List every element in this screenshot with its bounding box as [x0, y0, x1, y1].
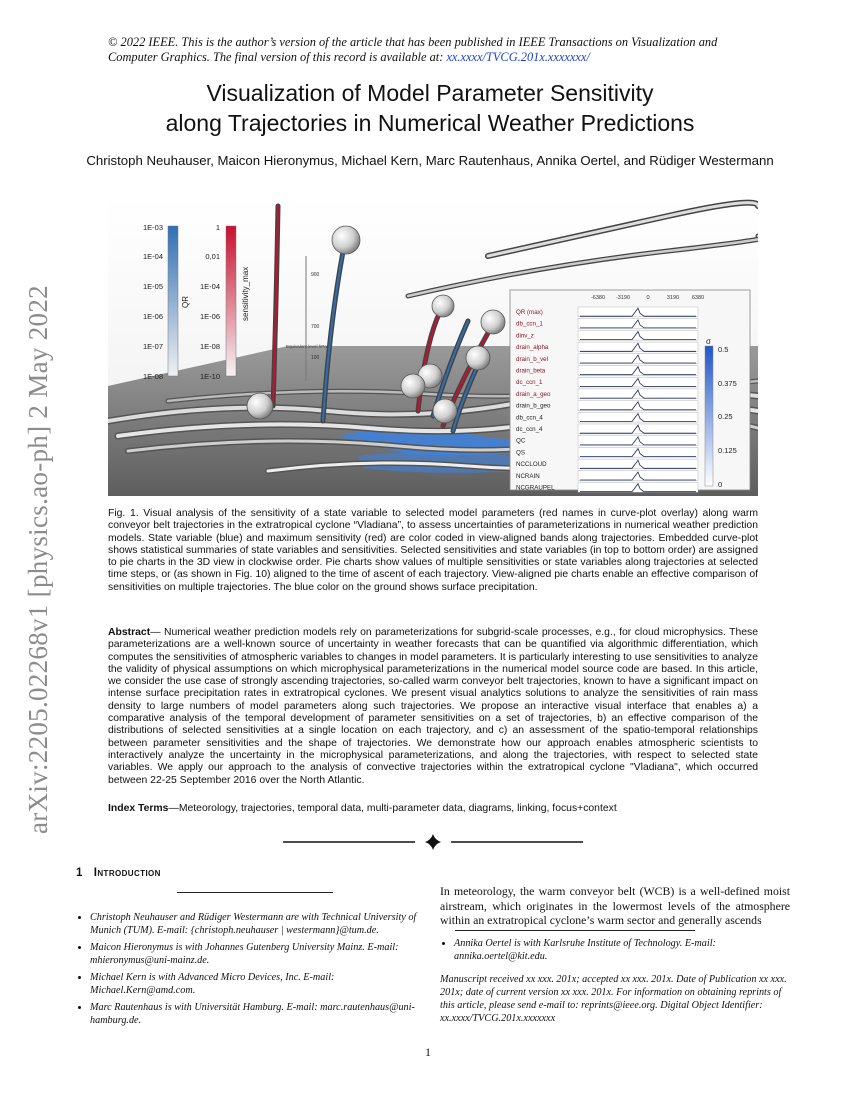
section-divider [283, 832, 583, 852]
sigma-tick: 0 [718, 480, 723, 489]
footnote-item: • Christoph Neuhauser and Rüdiger Westermann are with Technical University of Munich (TUM). E-mail: {christoph.neuhauser | westermann}@tum.de. [90, 911, 422, 937]
panel-row-label: NCRAIN [516, 472, 540, 480]
panel-row-label: QR (max) [516, 309, 543, 316]
pie-glyph[interactable] [247, 393, 273, 419]
copyright-notice [108, 35, 758, 65]
qr-tick: 1E-05 [142, 282, 163, 291]
doi-link[interactable]: xx.xxxx/TVCG.201x.xxxxxxx/ [446, 50, 590, 64]
panel-axis-tick: -3190 [615, 295, 631, 301]
panel-row[interactable] [516, 401, 698, 411]
author-list: Christoph Neuhauser, Maicon Hieronymus, Michael Kern, Marc Rautenhaus, Annika Oertel, and Rüdiger Westermann [86, 153, 774, 168]
panel-row-label: db_ccn_1 [516, 320, 543, 328]
panel-row-label: drain_a_geo [516, 390, 551, 398]
panel-row-label: NCGRAUPEL [516, 484, 555, 492]
title-line-1: Visualization of Model Parameter Sensitivity [206, 80, 654, 106]
right-footnotes [440, 937, 790, 1025]
footnote-item: • Marc Rautenhaus is with Universität Hamburg. E-mail: marc.rautenhaus@uni-hamburg.de. [90, 1001, 422, 1027]
index-terms [108, 803, 758, 814]
sensitivity-tick: 1E-06 [199, 312, 220, 321]
pie-glyph[interactable] [481, 310, 505, 334]
sensitivity-tick: 1E-04 [199, 282, 220, 291]
sigma-tick: 0.125 [718, 446, 737, 455]
qr-tick: 1E-06 [142, 312, 163, 321]
curve-plot-panel[interactable] [510, 290, 750, 492]
body-paragraph: In meteorology, the warm conveyor belt (WCB) is a well-defined moist airstream, which originates in the lowermost levels of the atmosphere within an extratropical cyclone’s warm sector and generally ascends [440, 884, 790, 928]
pie-glyph[interactable] [401, 374, 425, 398]
panel-row-label: QS [516, 449, 525, 457]
panel-row-label: drain_b_vel [516, 355, 548, 363]
paper-title [120, 78, 740, 138]
section-number: 1 [76, 866, 83, 879]
pie-glyph[interactable] [432, 295, 454, 317]
qr-tick: 1E-07 [142, 342, 163, 351]
qr-colorbar [168, 226, 178, 376]
pie-glyph[interactable] [332, 226, 360, 254]
footnote-rule [177, 892, 333, 893]
panel-row[interactable] [516, 354, 698, 364]
caption-text: Visual analysis of the sensitivity of a state variable to selected model parameters (red names in curve-plot overlay) along warm conveyor belt trajectories in the extratropical cyclone “Vladiana”, to assess uncertainties of parameterizations in numerical weather prediction models. State variable (blue) and maximum sensitivity (red) are color coded in view-aligned bands along trajectories. Embedded curve-plot shows statistical summaries of state variables and sensitivities. Selected sensitivities and state variables (in top to bottom order) are assigned to pie charts in the 3D view in clockwise order. Pie charts show values of multiple sensitivities or state variables along trajectories at selected time steps, or (as shown in Fig. 10) aligned to the time of ascent of each trajectory. View-aligned pie charts enable an effective comparison of sensitivities on multiple trajectories. The blue color on the ground shows surface precipitation. [108, 508, 759, 593]
panel-row-label: drain_beta [516, 367, 546, 375]
sensitivity-tick: 1 [215, 223, 220, 232]
pressure-tick: 700 [311, 324, 320, 330]
abstract-text: — Numerical weather prediction models rely on parameterizations for subgrid-scale processes, e.g., for cloud microphysics. These parameterizations are a well-known source of uncertainty in weather forecasts that can be quantified via algorithmic differentiation, which computes the sensitivities of atmospheric variables to changes in model parameters. It is particularly interesting to use sensitivities to analyze the validity of physical assumptions on which microphysical parameterizations in the numerical model source code are based. In this article, we consider the use case of strongly ascending trajectories, so-called warm conveyor belt trajectories, known to have a significant impact on intense surface precipitation rates in extratropical cyclones. We present visual analytics solutions to analyze the sensitivities of rain mass density to large numbers of model parameters along such trajectories. We propose an interactive visual interface that enables a) a comparative analysis of the temporal development of parameter sensitivities on a set of trajectories, b) an effective comparison of the distributions of selected sensitivities at a single location on each trajectory, and c) an assessment of the spatio-temporal relationships between parameter sensitivities and the shape of trajectories. We demonstrate how our approach enables atmospheric scientists to interactively analyze the uncertainty in the microphysical parameterizations, and along the trajectories, with respect to selected state variables. We apply our approach to the analysis of convective trajectories within the extratropical cyclone "Vladiana", which occurred between 22-25 September 2016 over the North Atlantic. [108, 627, 758, 786]
pie-glyph[interactable] [433, 399, 457, 423]
title-line-2: along Trajectories in Numerical Weather Predictions [165, 110, 695, 136]
panel-row[interactable] [516, 483, 698, 493]
panel-row-label: dc_ccn_4 [516, 426, 543, 433]
panel-axis-tick: 6380 [691, 295, 705, 301]
diamond-ornament-icon [425, 834, 441, 850]
pressure-tick: 900 [311, 272, 320, 278]
teaser-figure [108, 196, 758, 496]
panel-row-label: db_ccn_4 [516, 414, 543, 422]
notice-text: © 2022 IEEE. This is the author’s version of the article that has been published in IEEE Transactions on Visualization and Computer Graphics. The final version of this record is available at: [108, 35, 718, 64]
sigma-colorbar [705, 346, 713, 486]
caption-label: Fig. 1. [108, 508, 139, 519]
qr-tick: 1E-04 [142, 252, 163, 261]
panel-row[interactable] [516, 366, 698, 376]
sigma-label: σ [706, 337, 711, 346]
panel-axis-tick: -6380 [590, 295, 606, 301]
qr-label: QR [181, 296, 190, 308]
affiliation-footnotes [72, 911, 422, 1031]
index-terms-text: —Meteorology, trajectories, temporal data, multi-parameter data, diagrams, linking, focus+context [168, 803, 617, 814]
panel-row-label: dinv_z [516, 332, 534, 340]
panel-row-label: dc_ccn_1 [516, 379, 543, 387]
panel-row[interactable] [516, 389, 698, 399]
pressure-tick: 100 [311, 355, 320, 361]
panel-axis-tick: 3190 [666, 295, 680, 301]
sensitivity-label: sensitivity_max [241, 266, 250, 321]
sensitivity-colorbar [226, 226, 236, 376]
panel-row[interactable] [516, 342, 698, 352]
sensitivity-tick: 1E-10 [199, 372, 220, 381]
pie-glyph[interactable] [466, 346, 490, 370]
panel-row-label: drain_alpha [516, 344, 549, 352]
sensitivity-tick: 1E-08 [199, 342, 220, 351]
sigma-tick: 0.25 [718, 412, 733, 421]
panel-row-label: QC [516, 437, 526, 445]
panel-axis-tick: 0 [646, 295, 650, 301]
abstract [108, 627, 758, 787]
pressure-label: Equivalent level hPa [286, 344, 327, 349]
section-heading [76, 866, 161, 879]
panel-row[interactable] [516, 459, 698, 469]
page-number: 1 [425, 1045, 431, 1059]
index-terms-label: Index Terms [108, 803, 169, 814]
footnote-rule-right [455, 930, 695, 931]
qr-tick: 1E-03 [142, 223, 163, 232]
footnote-item: • Annika Oertel is with Karlsruhe Institute of Technology. E-mail: annika.oertel@kit.edu. [454, 937, 790, 963]
arxiv-stamp: arXiv:2205.02268v1 [physics.ao-ph] 2 May 2022 [23, 285, 53, 834]
footnote-item: • Maicon Hieronymus is with Johannes Gutenberg University Mainz. E-mail: mhieronymus@uni-mainz.de. [90, 941, 422, 967]
section-title: Introduction [93, 866, 161, 879]
manuscript-note: Manuscript received xx xxx. 201x; accepted xx xxx. 201x. Date of Publication xx xxx. 201x; date of current version xx xxx. 201x. For information on obtaining reprints of this article, please send e-mail to: reprints@ieee.org. Digital Object Identifier: xx.xxxx/TVCG.201x.xxxxxxx [440, 974, 787, 1024]
sigma-tick: 0.5 [718, 345, 729, 354]
abstract-label: Abstract [108, 627, 151, 638]
sensitivity-tick: 0,01 [205, 252, 220, 261]
qr-tick: 1E-08 [142, 372, 163, 381]
sigma-tick: 0.375 [718, 379, 737, 388]
panel-row-label: drain_b_geo [516, 402, 551, 410]
figure-caption [108, 508, 758, 594]
footnote-item: • Michael Kern is with Advanced Micro Devices, Inc. E-mail: Michael.Kern@amd.com. [90, 971, 422, 997]
panel-row-label: NCCLOUD [516, 461, 547, 469]
